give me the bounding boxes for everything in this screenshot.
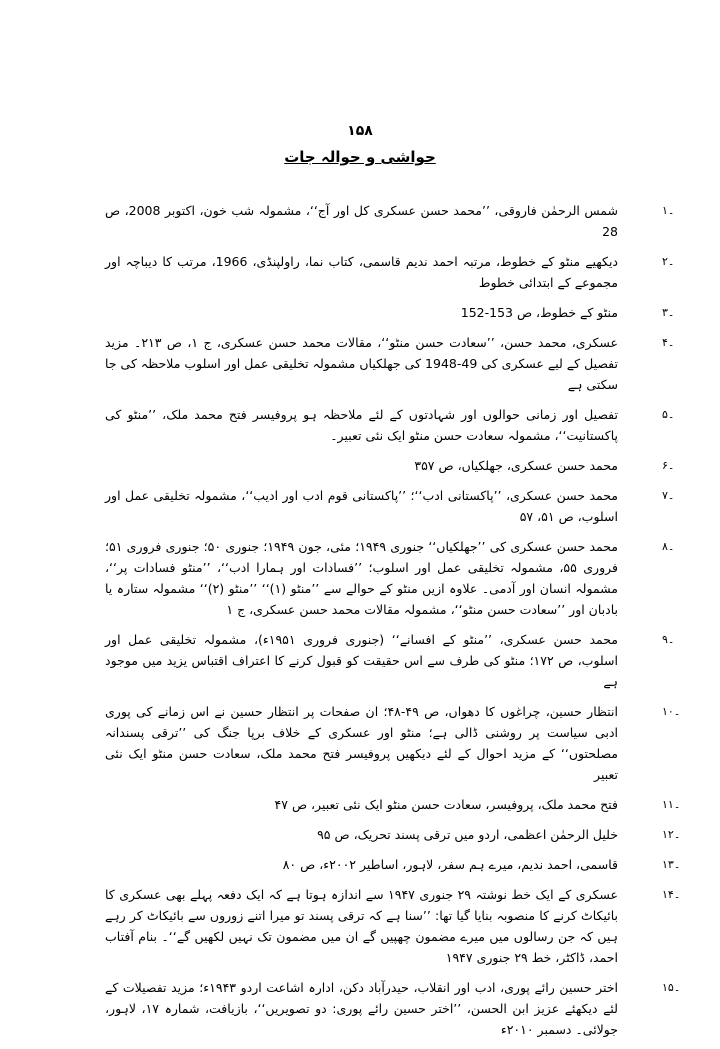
note-text: منٹو کے خطوط، ص 153-152 bbox=[460, 305, 618, 320]
note-item bbox=[105, 794, 681, 815]
note-number: ۱۔ bbox=[662, 204, 675, 217]
note-text: قاسمی، احمد ندیم، میرے ہم سفر، لاہور، اساطیر ۲۰۰۲ء، ص ۸۰ bbox=[282, 857, 618, 872]
note-number: ۳۔ bbox=[662, 306, 675, 319]
note-item bbox=[105, 251, 675, 293]
note-item bbox=[105, 536, 675, 620]
note-item bbox=[105, 977, 681, 1040]
note-number: ۸۔ bbox=[662, 540, 675, 553]
note-number: ۵۔ bbox=[662, 408, 675, 421]
note-item bbox=[105, 629, 675, 692]
note-number: ۴۔ bbox=[662, 336, 675, 349]
note-number: ۱۲۔ bbox=[662, 828, 681, 841]
note-item bbox=[105, 485, 675, 527]
note-item bbox=[105, 701, 681, 785]
note-text: اختر حسین رائے پوری، ادب اور انقلاب، حیدرآباد دکن، ادارہ اشاعت اردو ۱۹۴۳ء؛ مزید تفصیلات کے لئے دیکھئے عزیز ابن الحسن، ’’اختر حسین رائے پوری: دو تصویریں‘‘، بازیافت، شمارہ ۱۷، لاہور، جولائی۔ دسمبر ۲۰۱۰ء bbox=[105, 980, 618, 1037]
note-text: فتح محمد ملک، پروفیسر، سعادت حسن منٹو ایک نئی تعبیر، ص ۴۷ bbox=[274, 797, 618, 812]
note-item bbox=[105, 455, 675, 476]
note-text: شمس الرحمٰن فاروقی، ’’محمد حسن عسکری کل اور آج‘‘، مشمولہ شب خون، اکتوبر 2008، ص 28 bbox=[105, 203, 618, 239]
note-item bbox=[105, 854, 681, 875]
note-text: محمد حسن عسکری، ’’پاکستانی ادب‘‘؛ ’’پاکستانی قوم ادب اور ادیب‘‘، مشمولہ تخلیقی عمل اور اسلوب، ص ۵۱، ۵۷ bbox=[105, 488, 618, 524]
note-number: ۱۳۔ bbox=[662, 858, 681, 871]
note-text: عسکری کے ایک خط نوشتہ ۲۹ جنوری ۱۹۴۷ سے اندازہ ہوتا ہے کہ ایک دفعہ پہلے بھی عسکری کا بائیکاٹ کرنے کا منصوبہ بنایا گیا تھا: ’’سنا ہے کہ ترقی پسند تو میرا اتنے زوروں سے بائیکاٹ کر رہے ہیں کہ جن رسالوں میں میرے مضمون چھپیں گے ان میں مضمون تک نہیں لکھیں گے‘‘۔ بنام آفتاب احمد، ڈاکٹر، خط ۲۹ جنوری ۱۹۴۷ bbox=[105, 887, 618, 965]
page-heading: حواشی و حوالہ جات bbox=[284, 148, 436, 166]
note-number: ۶۔ bbox=[662, 459, 675, 472]
note-text: محمد حسن عسکری، ’’منٹو کے افسانے‘‘ (جنوری فروری ۱۹۵۱ء)، مشمولہ تخلیقی عمل اور اسلوب، ص ۱۷۲؛ منٹو کی طرف سے اس حقیقت کو قبول کرنے کا اعتراف اقتباس یزید میں موجود ہے bbox=[105, 632, 618, 689]
notes-list bbox=[105, 200, 681, 1049]
note-number: ۱۴۔ bbox=[662, 888, 681, 901]
note-number: ۲۔ bbox=[662, 255, 675, 268]
note-item bbox=[105, 302, 675, 323]
page-number: ۱۵۸ bbox=[347, 123, 373, 139]
note-item bbox=[105, 404, 675, 446]
note-number: ۱۰۔ bbox=[662, 705, 681, 718]
note-item bbox=[105, 824, 681, 845]
note-item bbox=[105, 332, 675, 395]
note-text: تفصیل اور زمانی حوالوں اور شہادتوں کے لئے ملاحظہ ہو پروفیسر فتح محمد ملک، ’’منٹو کی پاکستانیت‘‘، مشمولہ سعادت حسن منٹو ایک نئی تعبیر۔ bbox=[105, 407, 618, 443]
note-number: ۱۵۔ bbox=[662, 981, 681, 994]
note-text: انتظار حسین، چراغوں کا دھواں، ص ۴۹-۴۸؛ ان صفحات پر انتظار حسین نے اس زمانے کی پوری ادبی سیاست پر روشنی ڈالی ہے؛ منٹو اور عسکری کے خلاف برپا جنگ کی ’’ترقی پسندانہ مصلحتوں‘‘ کے مزید احوال کے لئے دیکھیں پروفیسر فتح محمد ملک، سعادت حسن منٹو ایک نئی تعبیر bbox=[105, 704, 619, 782]
note-text: دیکھیے منٹو کے خطوط، مرتبہ احمد ندیم قاسمی، کتاب نما، راولپنڈی، 1966، مرتب کا دیباچہ اور مجموعے کے ابتدائی خطوط bbox=[105, 254, 618, 290]
note-text: عسکری، محمد حسن، ’’سعادت حسن منٹو‘‘، مقالات محمد حسن عسکری، ج ۱، ص ۲۱۳۔ مزید تفصیل کے لیے عسکری کی 49-1948 کی جھلکیاں مشمولہ تخلیقی عمل اور اسلوب ملاحظہ کی جا سکتی ہے bbox=[105, 335, 618, 392]
note-number: ۷۔ bbox=[662, 489, 675, 502]
note-item bbox=[105, 884, 681, 968]
note-text: خلیل الرحمٰن اعظمی، اردو میں ترقی پسند تحریک، ص ۹۵ bbox=[317, 827, 618, 842]
note-text: محمد حسن عسکری، جھلکیاں، ص ۳۵۷ bbox=[414, 458, 618, 473]
note-item bbox=[105, 200, 675, 242]
note-text: محمد حسن عسکری کی ’’جھلکیاں‘‘ جنوری ۱۹۴۹؛ مئی، جون ۱۹۴۹؛ جنوری ۵۰؛ جنوری فروری ۵۱؛ فروری ۵۵، مشمولہ تخلیقی عمل اور اسلوب؛ ’’فسادات اور ہمارا ادب‘‘، ’’منٹو فسادات پر‘‘، مشمولہ انسان اور آدمی۔ علاوہ ازیں منٹو کے حوالے سے ’’منٹو (۱)‘‘ ’’منٹو (۲)‘‘ مشمولہ ستارہ یا بادبان اور ’’سعادت حسن منٹو‘‘، مشمولہ مقالات محمد حسن عسکری، ج ۱ bbox=[105, 539, 618, 617]
note-number: ۱۱۔ bbox=[662, 798, 681, 811]
note-number: ۹۔ bbox=[662, 633, 675, 646]
